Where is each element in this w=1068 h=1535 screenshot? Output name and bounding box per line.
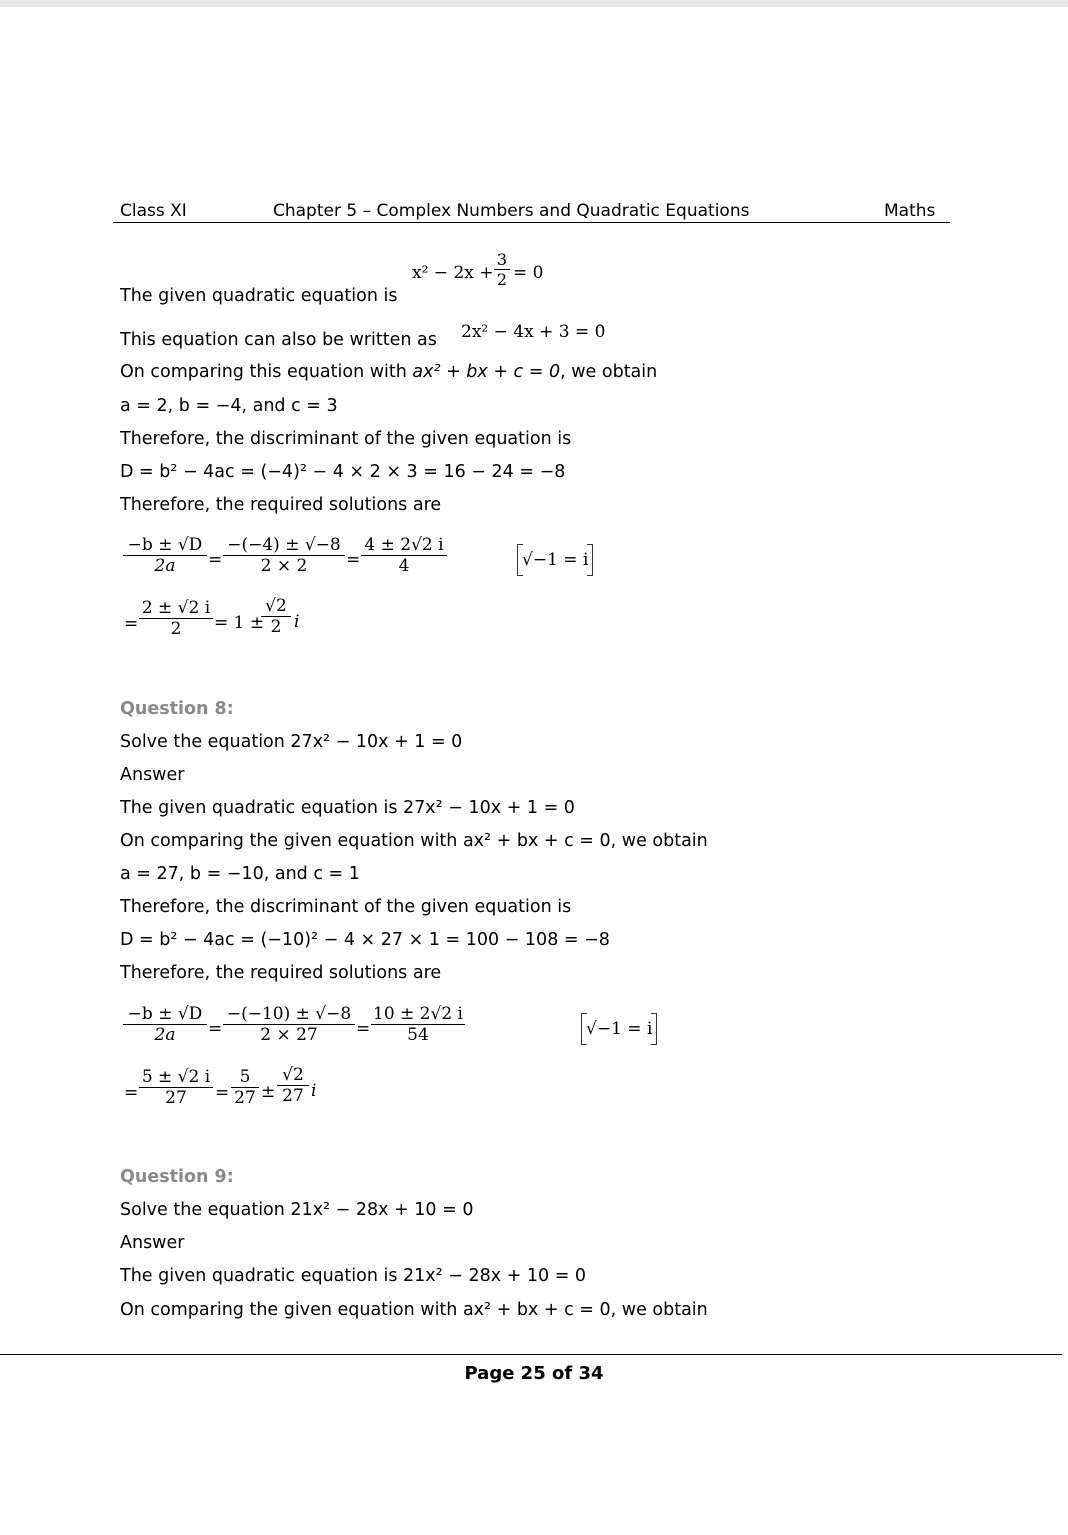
answer-label: Answer bbox=[120, 765, 185, 785]
answer-label: Answer bbox=[120, 1233, 185, 1253]
disc-label: Therefore, the discriminant of the given equation is bbox=[120, 897, 572, 917]
solution-fraction-4: 2 ± √2 i 2 bbox=[139, 598, 213, 639]
coeffs-line: a = 27, b = −10, and c = 1 bbox=[120, 864, 360, 884]
written-label: This equation can also be written as bbox=[120, 330, 437, 350]
given-eq-rhs: = 0 bbox=[513, 263, 544, 283]
question-8-text: Solve the equation 27x² − 10x + 1 = 0 bbox=[120, 732, 463, 752]
equals-sign: = bbox=[208, 1019, 223, 1039]
compare-line: On comparing this equation with ax² + bx + c = 0, we obtain bbox=[120, 362, 658, 382]
given-line: The given quadratic equation is 21x² − 28x + 10 = 0 bbox=[120, 1266, 587, 1286]
given-label: The given quadratic equation is bbox=[120, 286, 398, 306]
given-eq-lhs: x² − 2x + bbox=[412, 263, 494, 283]
given-line: The given quadratic equation is 27x² − 10x + 1 = 0 bbox=[120, 798, 575, 818]
coeffs-line: a = 2, b = −4, and c = 3 bbox=[120, 396, 338, 416]
solution-fraction-1: −b ± √D 2a bbox=[123, 1004, 207, 1045]
disc-eq: D = b² − 4ac = (−10)² − 4 × 27 × 1 = 100 − 108 = −8 bbox=[120, 930, 610, 950]
compare-line: On comparing the given equation with ax² + bx + c = 0, we obtain bbox=[120, 831, 708, 851]
solution-fraction-5: √2 2 bbox=[261, 596, 291, 637]
imaginary-unit: i bbox=[294, 612, 300, 632]
page-header bbox=[113, 200, 950, 223]
solution-fraction-2: −(−10) ± √−8 2 × 27 bbox=[223, 1004, 355, 1045]
equals-sign: = bbox=[356, 1019, 371, 1039]
solution-fraction-6: √2 27 bbox=[277, 1065, 309, 1106]
disc-eq: D = b² − 4ac = (−4)² − 4 × 2 × 3 = 16 − 24 = −8 bbox=[120, 462, 566, 482]
header-subject: Maths bbox=[884, 201, 936, 221]
solution-fraction-3: 4 ± 2√2 i 4 bbox=[361, 535, 447, 576]
solution-fraction-3: 10 ± 2√2 i 54 bbox=[373, 1004, 463, 1045]
compare-line: On comparing the given equation with ax² + bx + c = 0, we obtain bbox=[120, 1300, 708, 1320]
solution-fraction-1: −b ± √D 2a bbox=[123, 535, 207, 576]
question-9-title: Question 9: bbox=[120, 1167, 234, 1187]
footer-divider bbox=[0, 1354, 1062, 1355]
equals-sign: = bbox=[346, 550, 361, 570]
header-class: Class XI bbox=[120, 201, 187, 221]
solutions-label: Therefore, the required solutions are bbox=[120, 495, 442, 515]
plus-minus: ± bbox=[261, 1082, 276, 1102]
one-plus-minus: = 1 ± bbox=[214, 613, 265, 633]
equals-sign: = bbox=[208, 550, 223, 570]
question-8-title: Question 8: bbox=[120, 699, 234, 719]
given-eq-fraction: 3 2 bbox=[494, 250, 510, 289]
header-chapter: Chapter 5 – Complex Numbers and Quadratic Equations bbox=[273, 201, 750, 221]
equals-sign: = bbox=[124, 1083, 139, 1103]
disc-label: Therefore, the discriminant of the given equation is bbox=[120, 429, 572, 449]
iota-note: √−1 = i bbox=[581, 1013, 657, 1045]
solution-fraction-4: 5 ± √2 i 27 bbox=[139, 1067, 213, 1108]
page-number: Page 25 of 34 bbox=[464, 1363, 604, 1384]
written-eq: 2x² − 4x + 3 = 0 bbox=[461, 322, 606, 342]
solutions-label: Therefore, the required solutions are bbox=[120, 963, 442, 983]
equals-sign: = bbox=[215, 1083, 230, 1103]
question-9-text: Solve the equation 21x² − 28x + 10 = 0 bbox=[120, 1200, 474, 1220]
equals-sign: = bbox=[124, 614, 139, 634]
solution-fraction-5: 5 27 bbox=[231, 1067, 259, 1108]
solution-fraction-2: −(−4) ± √−8 2 × 2 bbox=[223, 535, 345, 576]
top-bar bbox=[0, 0, 1068, 7]
iota-note: √−1 = i bbox=[517, 544, 593, 576]
imaginary-unit: i bbox=[311, 1081, 317, 1101]
